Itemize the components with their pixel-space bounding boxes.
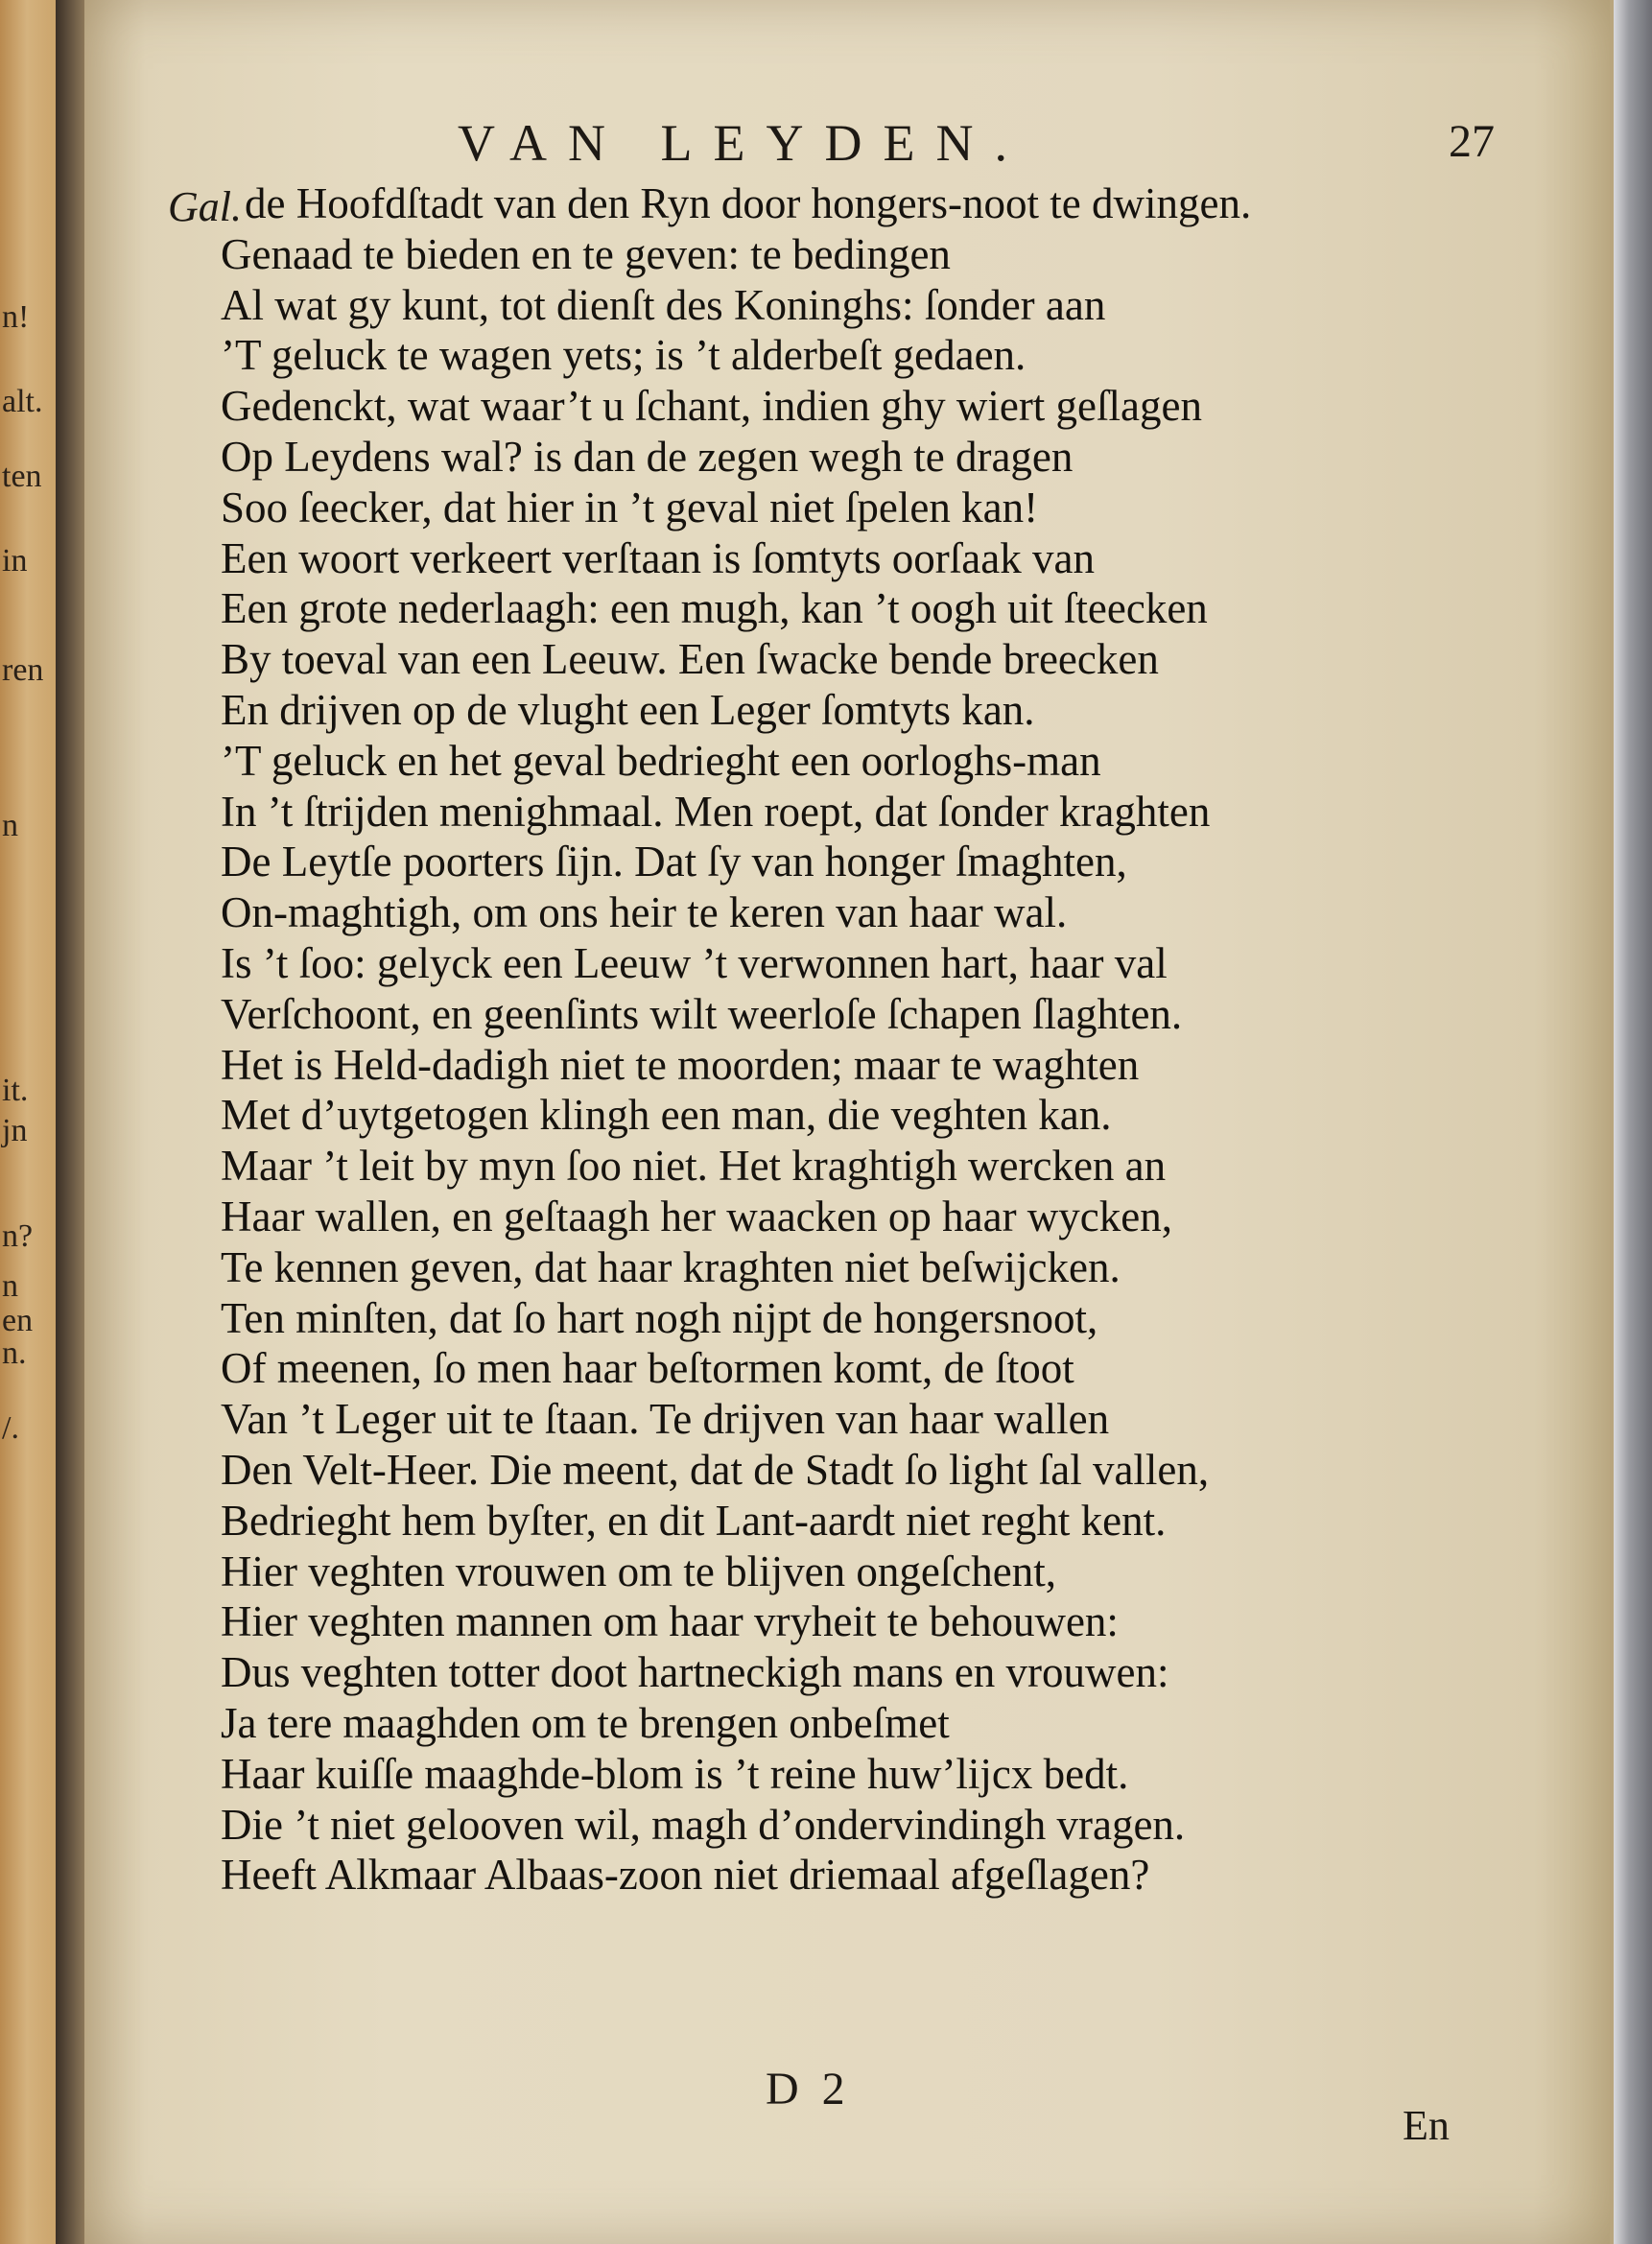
verse-line: De Leytſe poorters ſijn. Dat ſy van honger ſmaghten, (221, 838, 1127, 886)
verse-line: Haar wallen, en geſtaagh her waacken op haar wycken, (221, 1192, 1172, 1240)
verse-text (221, 178, 1564, 1901)
page-number: 27 (1449, 116, 1495, 167)
left-page-fragment: alt. (2, 384, 43, 419)
verse-line: Haar kuiſſe maaghde-blom is ’t reine huw’lijcx bedt. (221, 1749, 1129, 1798)
left-page-fragment: n (2, 1268, 18, 1304)
left-page-fragment: n! (2, 299, 30, 335)
left-page-fragment: /. (2, 1410, 19, 1446)
catchword: En (1403, 2102, 1450, 2149)
verse-line: Is ’t ſoo: gelyck een Leeuw ’t verwonnen hart, haar val (221, 938, 1168, 987)
page-stack-edge (1614, 0, 1652, 2244)
left-page-fragment: in (2, 543, 28, 579)
verse-line: ’T geluck en het geval bedrieght een oorloghs-man (221, 736, 1101, 785)
verse-line: Een woort verkeert verſtaan is ſomtyts oorſaak van (221, 533, 1095, 582)
verse-line: Hier veghten mannen om haar vryheit te behouwen: (221, 1597, 1119, 1646)
verse-line: Gedenckt, wat waar’t u ſchant, indien ghy wiert geſlagen (221, 382, 1202, 431)
verse-line: Met d’uytgetogen klingh een man, die veghten kan. (221, 1091, 1112, 1140)
verse-line: Genaad te bieden en te geven: te bedingen (221, 229, 951, 278)
verse-line: de Hoofdſtadt van den Ryn door hongers-noot te dwingen. (245, 179, 1252, 227)
verse-line: Ten minſten, dat ſo hart nogh nijpt de hongersnoot, (221, 1293, 1098, 1342)
verse-line: Van ’t Leger uit te ſtaan. Te drijven van haar wallen (221, 1395, 1110, 1444)
verse-line: Al wat gy kunt, tot dienſt des Koninghs: ſonder aan (221, 280, 1106, 329)
verse-line: Een grote nederlaagh: een mugh, kan ’t oogh uit ſteecken (221, 584, 1208, 633)
left-page-fragment: n? (2, 1218, 34, 1254)
verse-line: Verſchoont, en geenſints wilt weerloſe ſchapen ſlaghten. (221, 989, 1183, 1038)
speaker-label: Gal. (168, 183, 242, 230)
verse-line: Dus veghten totter doot hartneckigh mans en vrouwen: (221, 1648, 1169, 1697)
running-head: VAN LEYDEN. (458, 114, 1028, 172)
left-page-fragment: n (2, 808, 18, 843)
verse-line: ’T geluck te wagen yets; is ’t alderbeſt gedaen. (221, 331, 1027, 380)
verse-line: Te kennen geven, dat haar kraghten niet beſwijcken. (221, 1242, 1121, 1291)
verse-line: By toeval van een Leeuw. Een ſwacke bende breecken (221, 635, 1159, 684)
verse-line: Heeft Alkmaar Albaas-zoon niet driemaal afgeſlagen? (221, 1851, 1150, 1900)
left-page-fragment: ren (2, 652, 44, 688)
verse-line: In ’t ſtrijden menighmaal. Men roept, dat ſonder kraghten (221, 787, 1211, 836)
verse-line: Hier veghten vrouwen om te blijven ongeſchent, (221, 1547, 1056, 1595)
verse-line: En drijven op de vlught een Leger ſomtyts kan. (221, 685, 1035, 734)
verse-line: Bedrieght hem byſter, en dit Lant-aardt niet reght kent. (221, 1496, 1167, 1545)
verse-line: On-maghtigh, om ons heir te keren van haar wal. (221, 888, 1068, 937)
left-page-fragment: jn (2, 1113, 28, 1148)
verse-line: Op Leydens wal? is dan de zegen wegh te dragen (221, 432, 1074, 481)
verse-line: Of meenen, ſo men haar beſtormen komt, de ſtoot (221, 1344, 1074, 1393)
verse-line: Den Velt-Heer. Die meent, dat de Stadt ſo light ſal vallen, (221, 1445, 1210, 1494)
verse-line: Die ’t niet gelooven wil, magh d’ondervindingh vragen. (221, 1800, 1186, 1849)
verse-line: Soo ſeecker, dat hier in ’t geval niet ſpelen kan! (221, 483, 1039, 531)
left-page-fragment: en (2, 1303, 34, 1338)
verse-line: Ja tere maaghden om te brengen onbeſmet (221, 1698, 950, 1747)
left-page-fragment: ten (2, 459, 42, 494)
verse-line: Maar ’t leit by myn ſoo niet. Het kraghtigh wercken an (221, 1142, 1167, 1191)
left-page-fragment: it. (2, 1073, 29, 1108)
signature-mark: D 2 (766, 2064, 851, 2114)
verse-line: Het is Held-dadigh niet te moorden; maar te waghten (221, 1040, 1140, 1089)
left-page-fragment: n. (2, 1335, 27, 1371)
